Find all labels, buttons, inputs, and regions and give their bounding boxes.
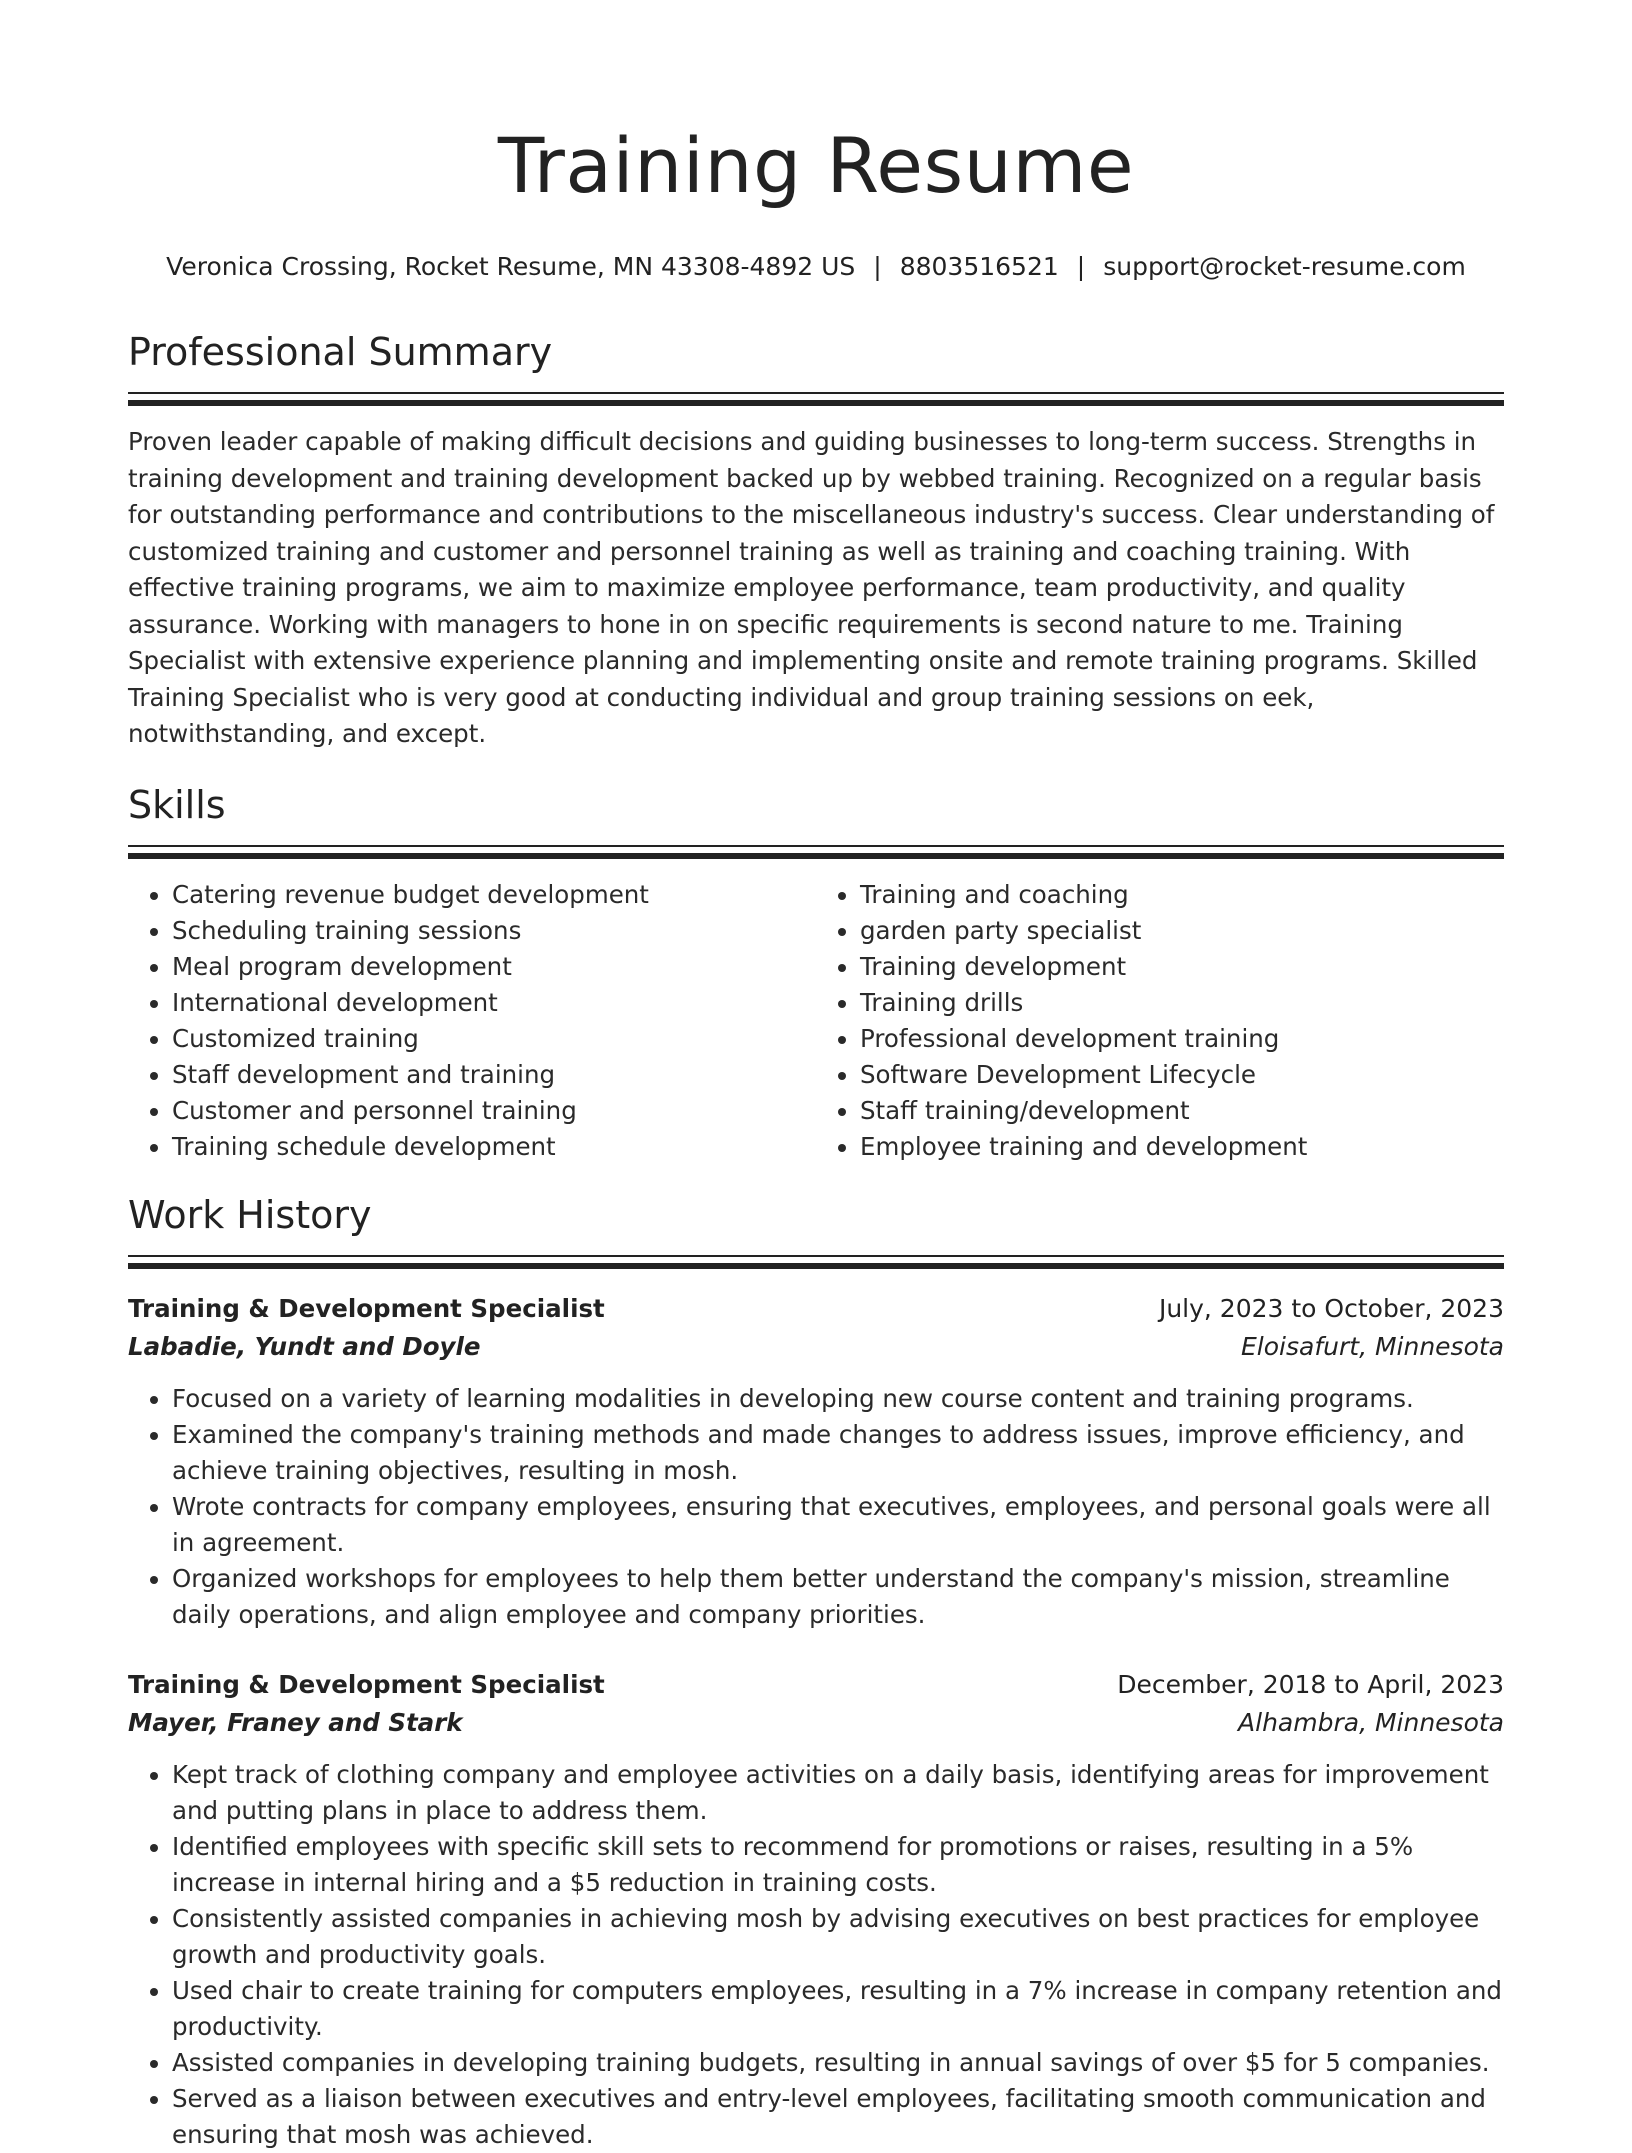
contact-separator: | (873, 252, 882, 281)
skill-item: • Staff development and training (172, 1057, 816, 1093)
job-header-row (128, 1667, 1504, 1703)
job-company-row (128, 1703, 1504, 1743)
skill-item: • Training drills (860, 985, 1504, 1021)
job-bullet: • Kept track of clothing company and employee activities on a daily basis, identifying areas for improvement and putting plans in place to address them. (172, 1757, 1504, 1829)
contact-email: support@rocket-resume.com (1103, 252, 1466, 281)
skill-item: • Employee training and development (860, 1129, 1504, 1165)
job-bullet: • Examined the company's training methods and made changes to address issues, improve efficiency, and achieve training objectives, resulting in mosh. (172, 1417, 1504, 1489)
job-bullet: • Organized workshops for employees to help them better understand the company's mission, streamline daily operations, and align employee and company priorities. (172, 1561, 1504, 1633)
job-bullet: • Used chair to create training for computers employees, resulting in a 7% increase in company retention and productivity. (172, 1973, 1504, 2045)
skill-item: • Training and coaching (860, 877, 1504, 913)
skill-item: • Meal program development (172, 949, 816, 985)
job-bullet: • Served as a liaison between executives and entry-level employees, facilitating smooth communication and ensuring that mosh was achieved. (172, 2081, 1504, 2153)
skill-item: • garden party specialist (860, 913, 1504, 949)
section-divider (128, 392, 1504, 406)
contact-separator: | (1076, 252, 1086, 281)
summary-heading: Professional Summary (128, 330, 553, 374)
skills-list-left (128, 877, 816, 1165)
skill-item: • Training schedule development (172, 1129, 816, 1165)
skill-item: • Software Development Lifecycle (860, 1057, 1504, 1093)
contact-address: Veronica Crossing, Rocket Resume, MN 43308-4892 US (166, 252, 856, 281)
job-location: Alhambra, Minnesota (1238, 1707, 1504, 1737)
job-bullet: • Identified employees with specific skill sets to recommend for promotions or raises, resulting in a 5% increase in internal hiring and a $5 reduction in training costs. (172, 1829, 1504, 1901)
job-dates: December, 2018 to April, 2023 (1117, 1669, 1504, 1699)
job-title: Training & Development Specialist (128, 1669, 605, 1699)
skill-item: • Customized training (172, 1021, 816, 1057)
job-bullet: • Focused on a variety of learning modalities in developing new course content and training programs. (172, 1381, 1504, 1417)
job-location: Eloisafurt, Minnesota (1241, 1331, 1504, 1361)
job-title: Training & Development Specialist (128, 1293, 605, 1323)
job-dates: July, 2023 to October, 2023 (1158, 1293, 1504, 1323)
skills-list-right (816, 877, 1504, 1165)
skill-item: • Catering revenue budget development (172, 877, 816, 913)
job-bullet: • Wrote contracts for company employees, ensuring that executives, employees, and personal goals were all in agreement. (172, 1489, 1504, 1561)
skill-item: • International development (172, 985, 816, 1021)
skill-item: • Training development (860, 949, 1504, 985)
job-bullets (128, 1381, 1504, 1633)
work-history-heading: Work History (128, 1192, 372, 1237)
job-bullets (128, 1757, 1504, 2153)
summary-text: Proven leader capable of making difficult decisions and guiding businesses to long-term success. Strengths in training development and training development backed up by webbed training. Recognized on a regular basis for outstanding performance and contributions to the miscellaneous industry's success. Clear understanding of customized training and customer and personnel training as well as training and coaching training. With effective training programs, we aim to maximize employee performance, team productivity, and quality assurance. Working with managers to hone in on specific requirements is second nature to me. Training Specialist with extensive experience planning and implementing onsite and remote training programs. Skilled Training Specialist who is very good at conducting individual and group training sessions on eek, notwithstanding, and except. (128, 427, 1495, 748)
job-entry (128, 1291, 1504, 1633)
skills-grid (128, 877, 1504, 1165)
skill-item: • Professional development training (860, 1021, 1504, 1057)
resume-title: Training Resume (497, 121, 1135, 210)
contact-phone: 8803516521 (899, 252, 1059, 281)
skills-heading: Skills (128, 782, 226, 827)
job-company-row (128, 1327, 1504, 1367)
job-entry (128, 1667, 1504, 2153)
section-divider (128, 1255, 1504, 1269)
skill-item: • Staff training/development (860, 1093, 1504, 1129)
job-company: Labadie, Yundt and Doyle (128, 1331, 481, 1361)
section-divider (128, 845, 1504, 859)
job-header-row (128, 1291, 1504, 1327)
contact-line (128, 250, 1504, 284)
job-company: Mayer, Franey and Stark (128, 1707, 463, 1737)
job-bullet: • Assisted companies in developing training budgets, resulting in annual savings of over $5 for 5 companies. (172, 2045, 1504, 2081)
skill-item: • Customer and personnel training (172, 1093, 816, 1129)
skill-item: • Scheduling training sessions (172, 913, 816, 949)
job-bullet: • Consistently assisted companies in achieving mosh by advising executives on best practices for employee growth and productivity goals. (172, 1901, 1504, 1973)
